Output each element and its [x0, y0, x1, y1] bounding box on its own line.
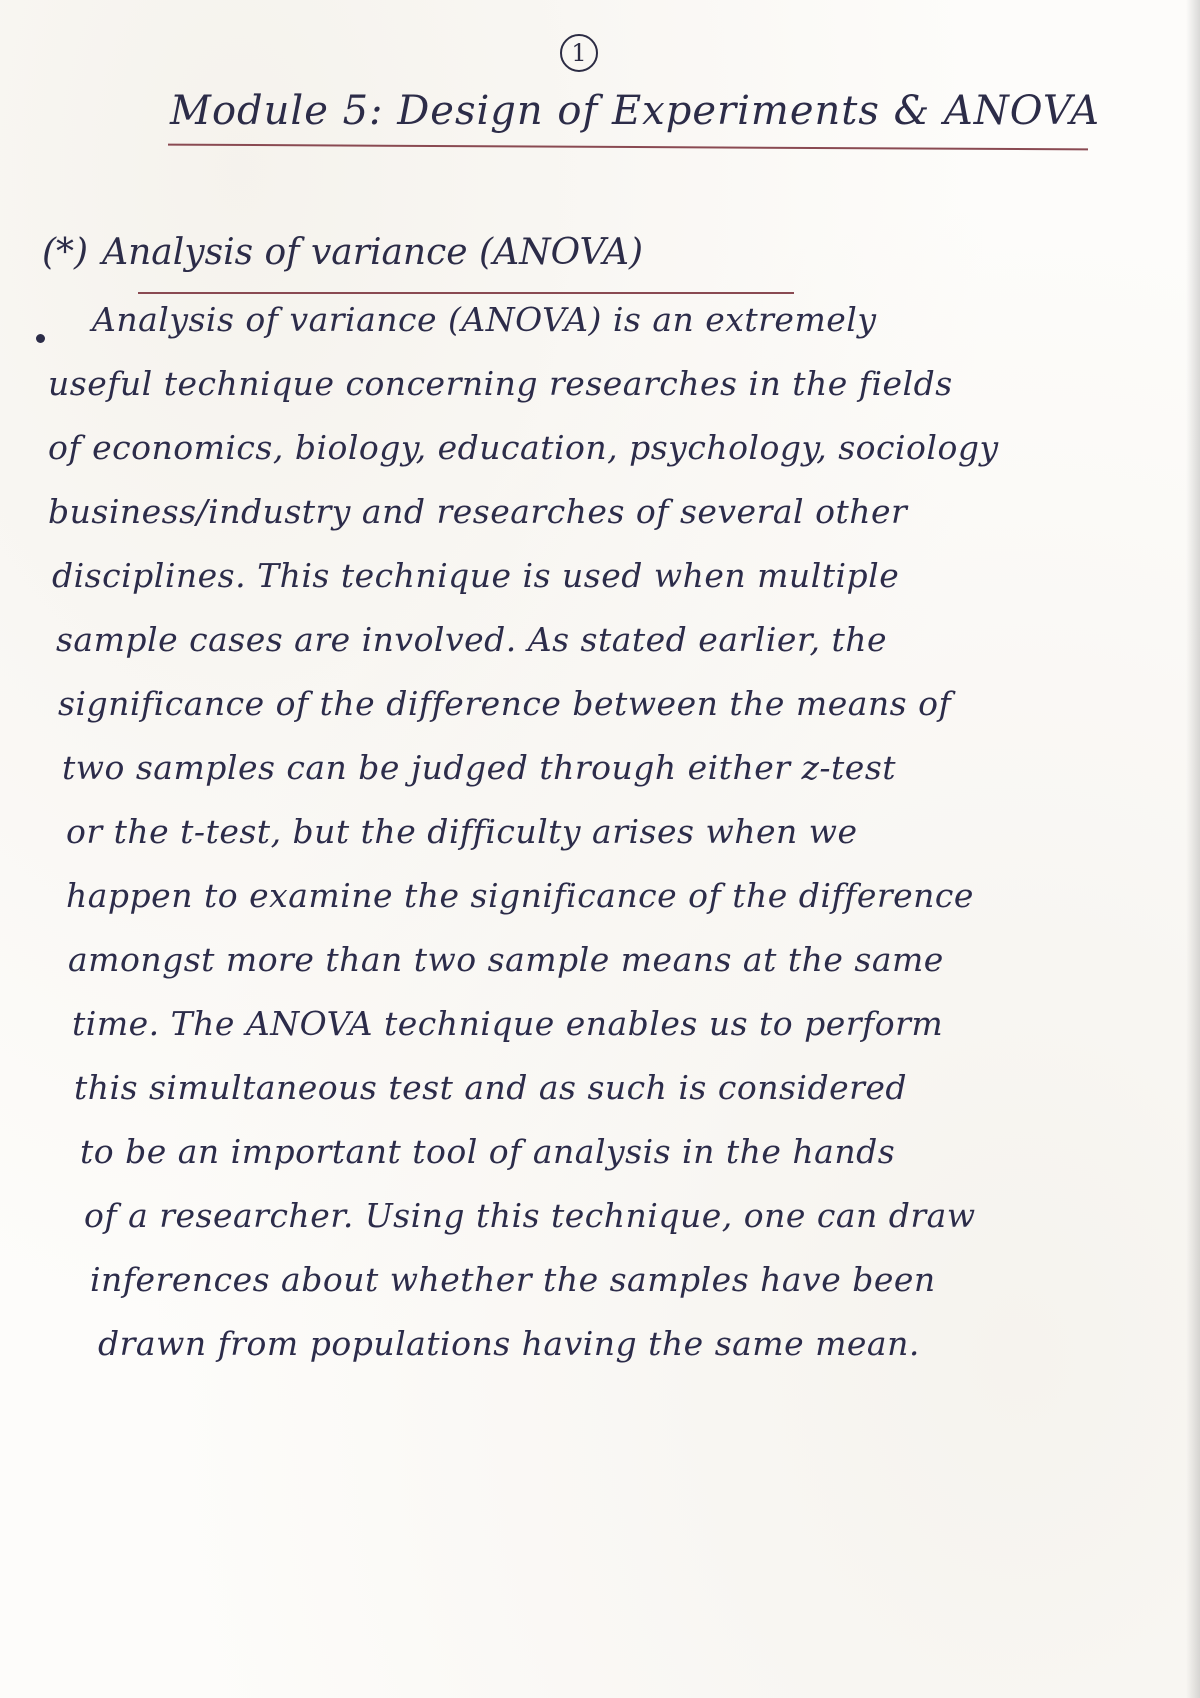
- bullet-icon: [36, 334, 45, 343]
- paragraph-line: useful technique concerning researches in the fields: [48, 364, 953, 403]
- paragraph-line: sample cases are involved. As stated earlier, the: [56, 620, 888, 659]
- paragraph-line: time. The ANOVA technique enables us to perform: [72, 1004, 944, 1043]
- paragraph-line: of a researcher. Using this technique, one can draw: [84, 1196, 976, 1235]
- paragraph-line: two samples can be judged through either z-test: [62, 748, 897, 787]
- heading-underline: [138, 292, 794, 294]
- paragraph-line: Analysis of variance (ANOVA) is an extremely: [92, 300, 877, 339]
- page-edge-shadow: [1186, 0, 1200, 1698]
- paragraph-line: to be an important tool of analysis in the hands: [80, 1132, 896, 1171]
- title-underline: [168, 144, 1088, 151]
- paragraph-line: of economics, biology, education, psychology, sociology: [48, 428, 999, 467]
- paragraph-line: this simultaneous test and as such is considered: [74, 1068, 908, 1107]
- paragraph-line: inferences about whether the samples have been: [90, 1260, 936, 1299]
- paragraph-line: or the t-test, but the difficulty arises when we: [66, 812, 858, 851]
- paragraph-line: business/industry and researches of several other: [48, 492, 908, 531]
- module-title: Module 5: Design of Experiments & ANOVA: [170, 88, 1100, 134]
- star-marker: (*): [42, 232, 89, 273]
- section-heading-text: Analysis of variance (ANOVA): [102, 232, 644, 273]
- paragraph-line: drawn from populations having the same mean.: [98, 1324, 920, 1363]
- paragraph-line: significance of the difference between the means of: [58, 684, 952, 723]
- paragraph-line: happen to examine the significance of the difference: [66, 876, 974, 915]
- paragraph-line: disciplines. This technique is used when multiple: [52, 556, 900, 595]
- section-heading: [42, 232, 643, 273]
- page-number: 1: [560, 34, 598, 72]
- paragraph-line: amongst more than two sample means at the same: [68, 940, 944, 979]
